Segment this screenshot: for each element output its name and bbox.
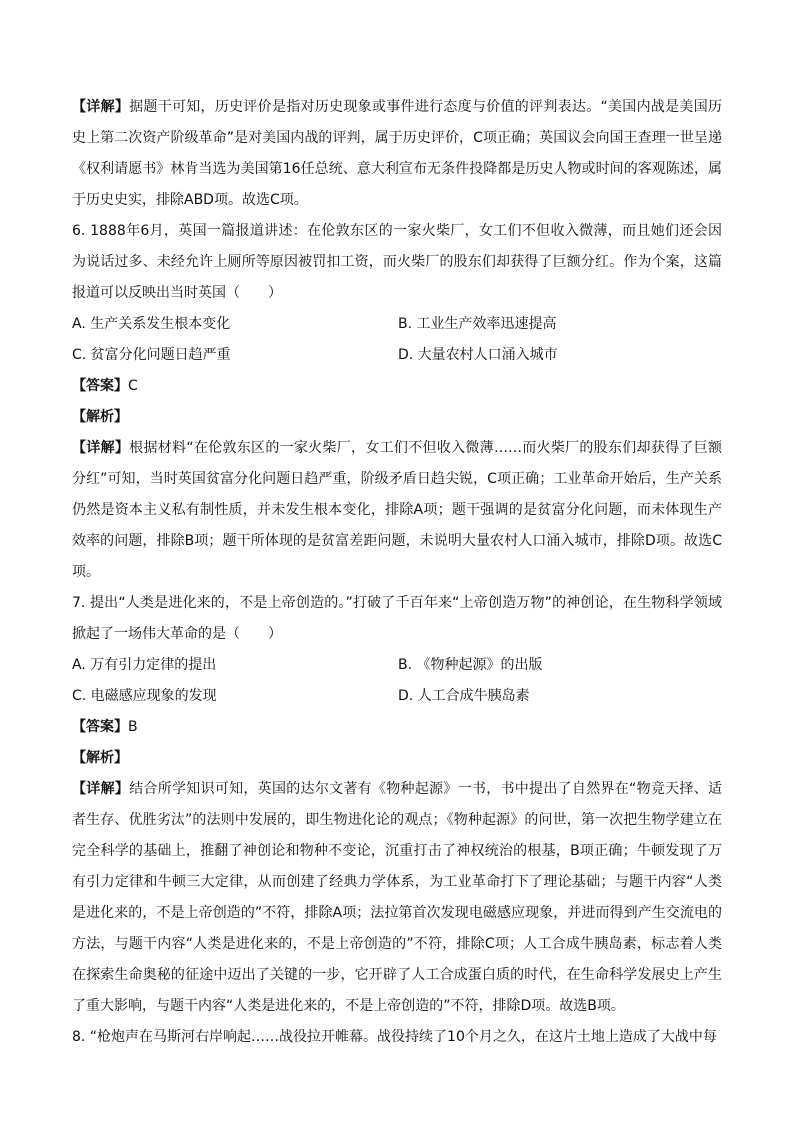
q7-option-d: D. 人工合成牛胰岛素 <box>398 688 530 704</box>
q6-option-b: B. 工业生产效率迅速提高 <box>398 316 557 332</box>
q7-analysis-label: 【解析】 <box>72 750 128 766</box>
q6-analysis-label: 【解析】 <box>72 409 128 425</box>
q6-option-c: C. 贫富分化问题日趋严重 <box>72 347 231 363</box>
q7-options <box>72 650 722 712</box>
q7-detail-text: 结合所学知识可知，英国的达尔文著有《物种起源》一书，书中提出了自然界在“物竞天择、适者生存、优胜劣汰”的法则中发展的，即生物进化论的观点；《物种起源》的问世，第一次把生物学建立在完全科学的基础上，推翻了神创论和物种不变论，沉重打击了神权统治的根基，B项正确；牛顿发现了万有引力定律和牛顿三大定律，从而创建了经典力学体系，为工业革命打下了理论基础；与题干内容“人类是进化来的，不是上帝创造的”不符，排除A项；法拉第首次发现电磁感应现象，并进而得到产生交流电的方法，与题干内容“人类是进化来的，不是上帝创造的”不符，排除C项；人工合成牛胰岛素，标志着人类在探索生命奥秘的征途中迈出了关键的一步，它开辟了人工合成蛋白质的时代，在生命科学发展史上产生了重大影响，与题干内容“人类是进化来的，不是上帝创造的”不符，排除D项。故选B项。 <box>72 781 722 1014</box>
q6-answer-label: 【答案】 <box>72 378 128 394</box>
q6-detail-text: 根据材料“在伦敦东区的一家火柴厂，女工们不但收入微薄……而火柴厂的股东们却获得了巨额分红”可知，当时英国贫富分化问题日趋严重，阶级矛盾日趋尖锐，C项正确；工业革命开始后，生产关系仍然是资本主义私有制性质，并未发生根本变化，排除A项；题干强调的是贫富分化问题，而未体现生产效率的问题，排除B项；题干所体现的是贫富差距问题，未说明大量农村人口涌入城市，排除D项。故选C项。 <box>72 440 722 580</box>
document-page <box>72 92 722 1053</box>
q6-option-a: A. 生产关系发生根本变化 <box>72 316 231 332</box>
q7-option-b: B. 《物种起源》的出版 <box>398 657 543 673</box>
q7-detail-label: 【详解】 <box>72 781 130 797</box>
q6-detail-label: 【详解】 <box>72 440 130 456</box>
q7-option-c: C. 电磁感应现象的发现 <box>72 688 217 704</box>
q5-detail-label: 【详解】 <box>72 99 130 115</box>
q8-stem: 8. “枪炮声在马斯河右岸响起……战役拉开帷幕。战役持续了10个月之久，在这片土地上造成了大战中每 <box>72 1029 717 1045</box>
q7-answer-label: 【答案】 <box>72 719 128 735</box>
q7-stem: 7. 提出“人类是进化来的，不是上帝创造的。”打破了千百年来“上帝创造万物”的神创论，在生物科学领域掀起了一场伟大革命的是（ ） <box>72 595 722 642</box>
q6-stem: 6. 1888年6月，英国一篇报道讲述：在伦敦东区的一家火柴厂，女工们不但收入微薄，而且她们还会因为说话过多、未经允许上厕所等原因被罚扣工资，而火柴厂的股东们却获得了巨额分红。作为个案，这篇报道可以反映出当时英国（ ） <box>72 223 722 301</box>
q7-detail <box>72 774 722 1022</box>
q6-option-d: D. 大量农村人口涌入城市 <box>398 347 558 363</box>
q6-options <box>72 309 722 371</box>
q6-answer <box>72 371 722 402</box>
q7-option-a: A. 万有引力定律的提出 <box>72 657 217 673</box>
q6-detail <box>72 433 722 588</box>
q5-detail <box>72 92 722 216</box>
q7-answer-value: B <box>128 719 138 735</box>
q6-answer-value: C <box>128 378 138 394</box>
q5-detail-text: 据题干可知，历史评价是指对历史现象或事件进行态度与价值的评判表达。“美国内战是美国历史上第二次资产阶级革命”是对美国内战的评判，属于历史评价，C项正确；英国议会向国王查理一世呈递《权利请愿书》林肯当选为美国第16任总统、意大利宣布无条件投降都是历史人物或时间的客观陈述，属于历史史实，排除ABD项。故选C项。 <box>72 99 722 208</box>
q7-answer <box>72 712 722 743</box>
